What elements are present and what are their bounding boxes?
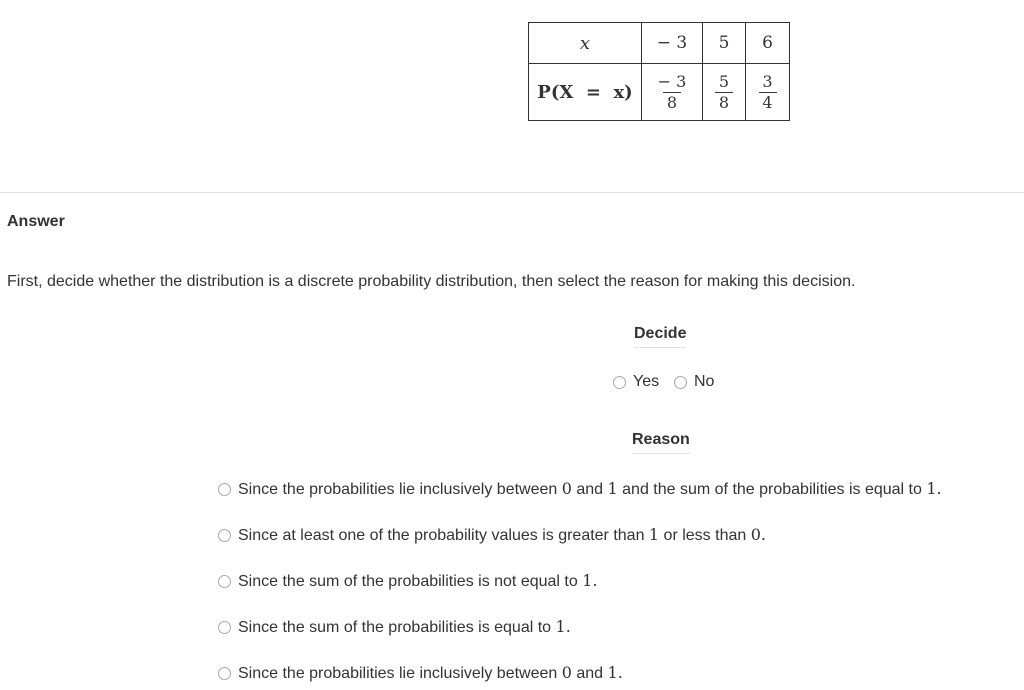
- decide-no-label: No: [694, 373, 715, 390]
- radio-button[interactable]: [218, 529, 231, 542]
- fraction-numerator: 5: [718, 71, 730, 91]
- reason-option-5[interactable]: [218, 663, 623, 683]
- reason-option-4[interactable]: [218, 617, 571, 637]
- decide-yes-label: Yes: [633, 373, 660, 390]
- reason-option-label: Since the sum of the probabilities is not equal to 1.: [238, 571, 598, 590]
- table-header-x: [529, 23, 642, 64]
- radio-button[interactable]: [218, 621, 231, 634]
- fraction-numerator: − 3: [657, 71, 687, 91]
- radio-button[interactable]: [218, 575, 231, 588]
- fraction-denominator: 8: [715, 92, 733, 111]
- decide-heading: Decide: [634, 325, 686, 348]
- table-row-probability: [529, 64, 790, 121]
- answer-heading: Answer: [7, 213, 65, 230]
- reason-option-label: Since at least one of the probability values is greater than 1 or less than 0.: [238, 525, 766, 544]
- reason-option-label: Since the probabilities lie inclusively between 0 and 1 and the sum of the probabilities is equal to 1.: [238, 479, 942, 498]
- decide-no-option[interactable]: [674, 373, 714, 391]
- fraction: [715, 71, 733, 112]
- fraction-denominator: 8: [663, 92, 681, 111]
- reason-heading: Reason: [632, 431, 690, 454]
- table-cell-x-3: 6: [746, 23, 790, 64]
- instructions-text: First, decide whether the distribution is a discrete probability distribution, then select the reason for making this decision.: [7, 273, 856, 290]
- probability-label: P(X = x): [537, 81, 633, 103]
- radio-button[interactable]: [218, 483, 231, 496]
- fraction: [656, 71, 689, 112]
- fraction-numerator: 3: [762, 71, 773, 91]
- reason-option-label: Since the sum of the probabilities is equal to 1.: [238, 617, 571, 636]
- table-header-probability: [529, 64, 642, 121]
- reason-option-3[interactable]: [218, 571, 597, 591]
- reason-option-label: Since the probabilities lie inclusively between 0 and 1.: [238, 663, 623, 682]
- fraction-denominator: 4: [759, 92, 777, 111]
- radio-button[interactable]: [613, 376, 626, 389]
- reason-option-1[interactable]: [218, 479, 942, 499]
- x-variable-label: x: [579, 32, 591, 54]
- probability-table: [528, 22, 790, 121]
- reason-option-2[interactable]: [218, 525, 766, 545]
- table-cell-x-1: − 3: [642, 23, 703, 64]
- table-cell-x-2: 5: [703, 23, 746, 64]
- table-row-x: [529, 23, 790, 64]
- radio-button[interactable]: [218, 667, 231, 680]
- fraction: [759, 71, 777, 112]
- radio-button[interactable]: [674, 376, 687, 389]
- table-cell-p-2: [703, 64, 746, 121]
- table-cell-p-1: [642, 64, 703, 121]
- decide-yes-option[interactable]: [613, 373, 659, 391]
- table-cell-p-3: [746, 64, 790, 121]
- section-divider: [0, 192, 1024, 193]
